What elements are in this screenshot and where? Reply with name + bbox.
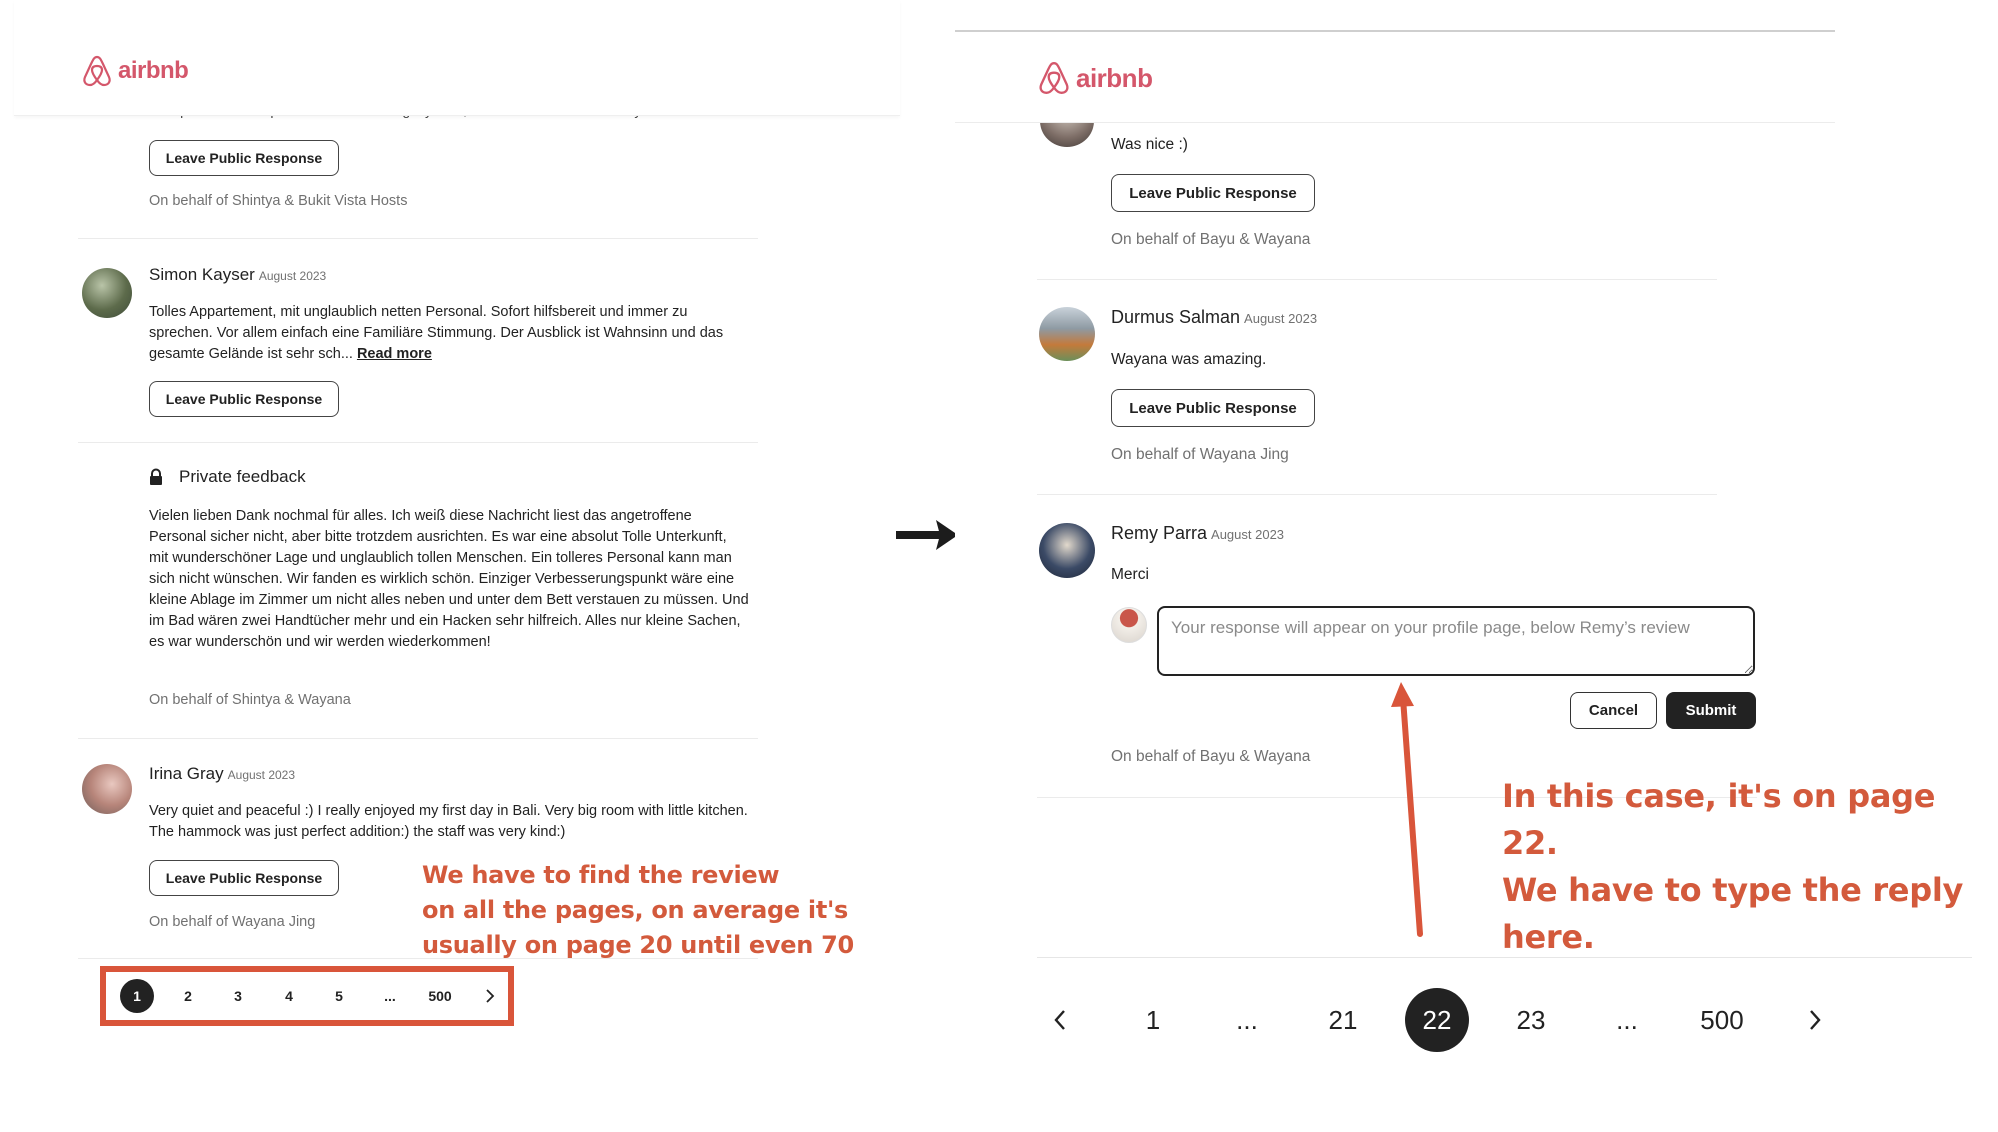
ellipsis: ... bbox=[1616, 1004, 1638, 1035]
airbnb-logo-icon bbox=[82, 54, 112, 88]
divider bbox=[78, 442, 758, 443]
page-23-button[interactable]: 23 bbox=[1516, 1004, 1546, 1035]
page-3-button[interactable]: 3 bbox=[234, 988, 242, 1004]
divider bbox=[1037, 279, 1717, 280]
leave-public-response-button[interactable]: Leave Public Response bbox=[149, 381, 339, 417]
airbnb-wordmark: airbnb bbox=[1076, 62, 1153, 93]
ellipsis: ... bbox=[1236, 1004, 1258, 1035]
reviewer-name-text: Durmus Salman bbox=[1111, 307, 1241, 327]
airbnb-logo-icon bbox=[1038, 60, 1070, 96]
on-behalf-text: On behalf of Wayana Jing bbox=[1111, 446, 1289, 463]
page-1-button[interactable]: 1 bbox=[120, 979, 154, 1013]
leave-public-response-button[interactable]: Leave Public Response bbox=[1111, 174, 1315, 212]
page-22-button[interactable]: 22 bbox=[1405, 988, 1469, 1052]
review-date: August 2023 bbox=[1211, 527, 1285, 542]
left-screenshot-panel bbox=[0, 0, 900, 1132]
annotation-line: on all the pages, on average it's bbox=[422, 896, 849, 924]
next-page-button[interactable] bbox=[1798, 988, 1832, 1052]
cancel-button[interactable]: Cancel bbox=[1570, 692, 1657, 729]
private-feedback-header bbox=[149, 467, 306, 487]
host-avatar bbox=[1111, 607, 1147, 643]
review-date: August 2023 bbox=[258, 269, 327, 283]
airbnb-header bbox=[955, 30, 1835, 123]
annotation-line: We have to type the reply bbox=[1502, 871, 1964, 909]
divider bbox=[1037, 494, 1717, 495]
annotation-line: here. bbox=[1502, 918, 1595, 956]
review-date: August 2023 bbox=[227, 768, 296, 782]
prev-page-button[interactable] bbox=[1043, 988, 1077, 1052]
leave-public-response-button[interactable]: Leave Public Response bbox=[149, 140, 339, 176]
right-screenshot-panel bbox=[955, 0, 1998, 1132]
page-500-button[interactable]: 500 bbox=[1700, 1004, 1744, 1035]
on-behalf-text: On behalf of Bayu & Wayana bbox=[1111, 231, 1311, 248]
ellipsis: ... bbox=[384, 988, 396, 1004]
divider bbox=[78, 238, 758, 239]
private-feedback-text: Vielen lieben Dank nochmal für alles. Ich weiß diese Nachricht liest das angetroffene Personal sicher nicht, aber bitte trotzdem ausrichten. Es war eine absolut Tolle Unterkunft, mit wunderschöner Lage und unglaublich tollen Menschen. Ein tolleres Personal kann man sich nicht wünschen. Wir fanden es wirklich schön. Einziger Verbesserungspunkt wäre eine kleine Ablage im Zimmer um nicht alles neben und unter dem Bett verstauen zu müssen. Und im Bad wären zwei Handtücher mehr und ein Hacken sehr hilfreich. Alles nur kleine Sachen, es war wunderschön und wir werden wiederkommen! bbox=[149, 508, 749, 650]
chevron-right-icon bbox=[1808, 1009, 1822, 1031]
arrow-up-icon bbox=[1380, 676, 1440, 941]
review-text: Merci bbox=[1111, 566, 1149, 583]
reviewer-name bbox=[1111, 307, 1317, 328]
page-21-button[interactable]: 21 bbox=[1328, 1004, 1358, 1035]
review-date: August 2023 bbox=[1244, 311, 1318, 326]
lock-icon bbox=[149, 468, 163, 486]
review-body: Tolles Appartement, mit unglaublich netten Personal. Sofort hilfsbereit und immer zu sprechen. Vor allem einfach eine Familiäre Stimmung. Der Ausblick ist Wahnsinn und das gesamte Gelände ist sehr sch... bbox=[149, 304, 724, 362]
next-page-button[interactable] bbox=[473, 979, 507, 1013]
divider bbox=[78, 738, 758, 739]
chevron-right-icon bbox=[485, 989, 495, 1003]
annotation-line: We have to find the review bbox=[422, 861, 780, 889]
on-behalf-text: On behalf of Bayu & Wayana bbox=[1111, 748, 1311, 765]
leave-public-response-button[interactable]: Leave Public Response bbox=[1111, 389, 1315, 427]
arrow-right-icon bbox=[892, 518, 962, 552]
reviewer-name-text: Simon Kayser bbox=[149, 265, 255, 284]
on-behalf-text: On behalf of Shintya & Wayana bbox=[149, 692, 351, 708]
reviewer-avatar[interactable] bbox=[1039, 307, 1095, 361]
annotation-page-22 bbox=[1502, 773, 1998, 961]
airbnb-header bbox=[14, 0, 900, 116]
airbnb-wordmark: airbnb bbox=[118, 57, 189, 84]
reply-textarea[interactable] bbox=[1157, 606, 1755, 676]
reviewer-avatar[interactable] bbox=[1039, 523, 1095, 578]
reviewer-name bbox=[149, 764, 295, 784]
private-feedback-title: Private feedback bbox=[179, 467, 306, 486]
review-text: Wayana was amazing. bbox=[1111, 351, 1267, 368]
page-2-button[interactable]: 2 bbox=[184, 988, 192, 1004]
reviewer-name bbox=[1111, 523, 1284, 544]
airbnb-logo[interactable] bbox=[1038, 60, 1152, 96]
pagination-highlight-box bbox=[100, 966, 514, 1026]
page-4-button[interactable]: 4 bbox=[285, 988, 293, 1004]
review-text: Was nice :) bbox=[1111, 136, 1188, 153]
on-behalf-text: On behalf of Shintya & Bukit Vista Hosts bbox=[149, 193, 408, 209]
submit-button[interactable]: Submit bbox=[1666, 692, 1756, 729]
annotation-line: usually on page 20 until even 70 bbox=[422, 931, 854, 959]
reviewer-name bbox=[149, 265, 326, 285]
page-5-button[interactable]: 5 bbox=[335, 988, 343, 1004]
on-behalf-text: On behalf of Wayana Jing bbox=[149, 914, 316, 930]
read-more-link[interactable]: Read more bbox=[356, 346, 432, 362]
page-1-button[interactable]: 1 bbox=[1145, 1004, 1161, 1035]
reviewer-avatar[interactable] bbox=[82, 764, 132, 814]
reviewer-name-text: Irina Gray bbox=[149, 764, 224, 783]
leave-public-response-button[interactable]: Leave Public Response bbox=[149, 860, 339, 896]
reviewer-avatar[interactable] bbox=[82, 268, 132, 318]
reviewer-name-text: Remy Parra bbox=[1111, 523, 1208, 543]
airbnb-logo[interactable] bbox=[82, 54, 188, 88]
review-text bbox=[149, 302, 749, 365]
review-text: Very quiet and peaceful :) I really enjoyed my first day in Bali. Very big room with little kitchen. The hammock was just perfect addition:) the staff was very kind:) bbox=[149, 803, 748, 840]
page-500-button[interactable]: 500 bbox=[428, 988, 452, 1004]
annotation-line: In this case, it's on page 22. bbox=[1502, 777, 1936, 862]
annotation-find-review bbox=[422, 858, 854, 963]
chevron-left-icon bbox=[1053, 1009, 1067, 1031]
